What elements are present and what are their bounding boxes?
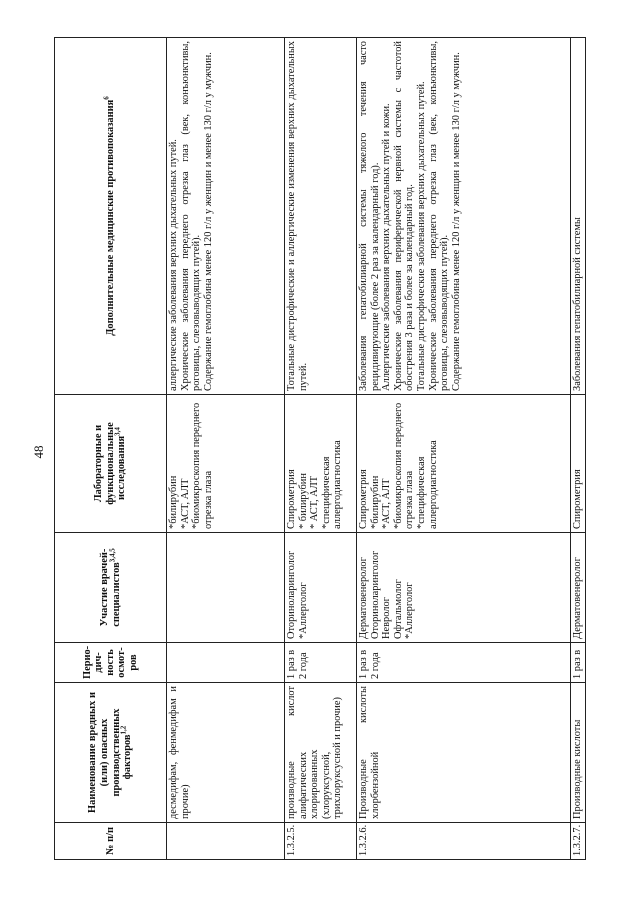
header-contra: Дополнительные медицинские противопоказания$^6$ (55, 38, 167, 395)
doctor-item: Невролог (381, 597, 393, 639)
doctor-item: Оториноларинголог (369, 550, 381, 639)
lab-item: * билирубин (297, 473, 309, 529)
cell-doctors: Дерматовенеролог (571, 533, 586, 643)
cell-doctors (285, 533, 357, 643)
cell-num: 1.3.2.5. (285, 823, 357, 860)
contra-item: Хронические заболевания переднего отрезка глаз (век, конъюнктивы, роговицы, слезовыводящих путей). (179, 41, 203, 391)
contra-item: Тотальные дистрофические и аллергические изменения верхних дыхательных путей. (286, 41, 309, 391)
lab-item: *биомикроскопия переднего отрезка глаза (191, 402, 214, 529)
lab-item: * АСТ, АЛТ (309, 475, 321, 529)
medical-factors-table (54, 37, 586, 860)
contra-item: аллергические заболевания верхних дыхательных путей. (168, 139, 179, 391)
cell-lab (357, 395, 571, 533)
cell-doctors (167, 533, 285, 643)
lab-item: *специфическая аллергодиагностика (320, 440, 344, 529)
cell-period: 1 раз в 2 года (357, 643, 571, 683)
lab-item: *билирубин (369, 475, 381, 529)
table-row (571, 38, 586, 860)
cell-doctors (357, 533, 571, 643)
cell-contra (285, 38, 357, 395)
table-row (285, 38, 357, 860)
lab-item: *билирубин (168, 475, 179, 529)
lab-item: *биомикроскопия переднего отрезка глаза (392, 402, 416, 529)
table-row (167, 38, 285, 860)
cell-lab (285, 395, 357, 533)
lab-item: Спирометрия (358, 469, 369, 529)
cell-num: 1.3.2.7. (571, 823, 586, 860)
cell-factor: производные кислот алифатических хлорированных (хлоруксусной, трихлоруксусной и прочие) (285, 683, 357, 823)
doctor-item: *Аллерголог (297, 582, 309, 639)
cell-lab (167, 395, 285, 533)
header-lab: Лабораторные и функциональные исследования$^{3,4}$ (55, 395, 167, 533)
contra-item: Аллергические заболевания верхних дыхательных путей и кожи. (381, 103, 393, 391)
cell-contra (167, 38, 285, 395)
doctor-item: Офтальмолог (392, 579, 404, 639)
lab-item: *АСТ, АЛТ (179, 478, 191, 529)
doctor-item: *Аллерголог (404, 582, 416, 639)
contra-item: Заболевания гепатобилиарной системы тяжелого течения часто рецидивирующие (более 2 раз за календарный год). (358, 41, 381, 391)
doctor-item: Дерматовенеролог (358, 557, 369, 639)
cell-factor: Производные кислоты хлорбензойной (357, 683, 571, 823)
contra-item: Содержание гемоглобина менее 120 г/л у женщин и менее 130 г/л у мужчин. (450, 52, 462, 391)
header-num: № п/п (55, 823, 167, 860)
page-number: 48 (31, 445, 46, 459)
doctor-item: Оториноларинголог (286, 550, 297, 639)
rotated-table-sheet (54, 38, 585, 860)
contra-item: Хронические заболевания переднего отрезка глаз (век, конъюнктивы, роговицы, слезовыводящих путей). (427, 41, 451, 391)
lab-item: *АСТ, АЛТ (381, 478, 393, 529)
lab-item: *специфическая аллергодиагностика (415, 440, 439, 529)
cell-period: 1 раз в (571, 643, 586, 683)
table-row (357, 38, 571, 860)
cell-period: 1 раз в 2 года (285, 643, 357, 683)
cell-contra: Заболевания гепатобилиарной системы (571, 38, 586, 395)
contra-item: Хронические заболевания периферической нервной системы с частотой обострения 3 раза и более за календарный год. (392, 41, 416, 391)
cell-lab: Спирометрия (571, 395, 586, 533)
cell-factor: Производные кислоты (571, 683, 586, 823)
cell-period (167, 643, 285, 683)
cell-factor: десмедифам, фенмедифам и прочие) (167, 683, 285, 823)
contra-item: Тотальные дистрофические заболевания верхних дыхательных путей. (415, 81, 427, 391)
cell-num: 1.3.2.6. (357, 823, 571, 860)
header-doctors: Участие врачей-специалистов$^{3,4,5}$ (55, 533, 167, 643)
cell-num (167, 823, 285, 860)
header-period: Перио-дич-ность осмот-ров (55, 643, 167, 683)
contra-item: Содержание гемоглобина менее 120 г/л у женщин и менее 130 г/л у мужчин. (202, 52, 214, 391)
cell-contra (357, 38, 571, 395)
lab-item: Спирометрия (286, 469, 297, 529)
header-factor: Наименование вредных и (или) опасных производственных факторов$^{1,2}$ (55, 683, 167, 823)
header-row (55, 38, 167, 860)
